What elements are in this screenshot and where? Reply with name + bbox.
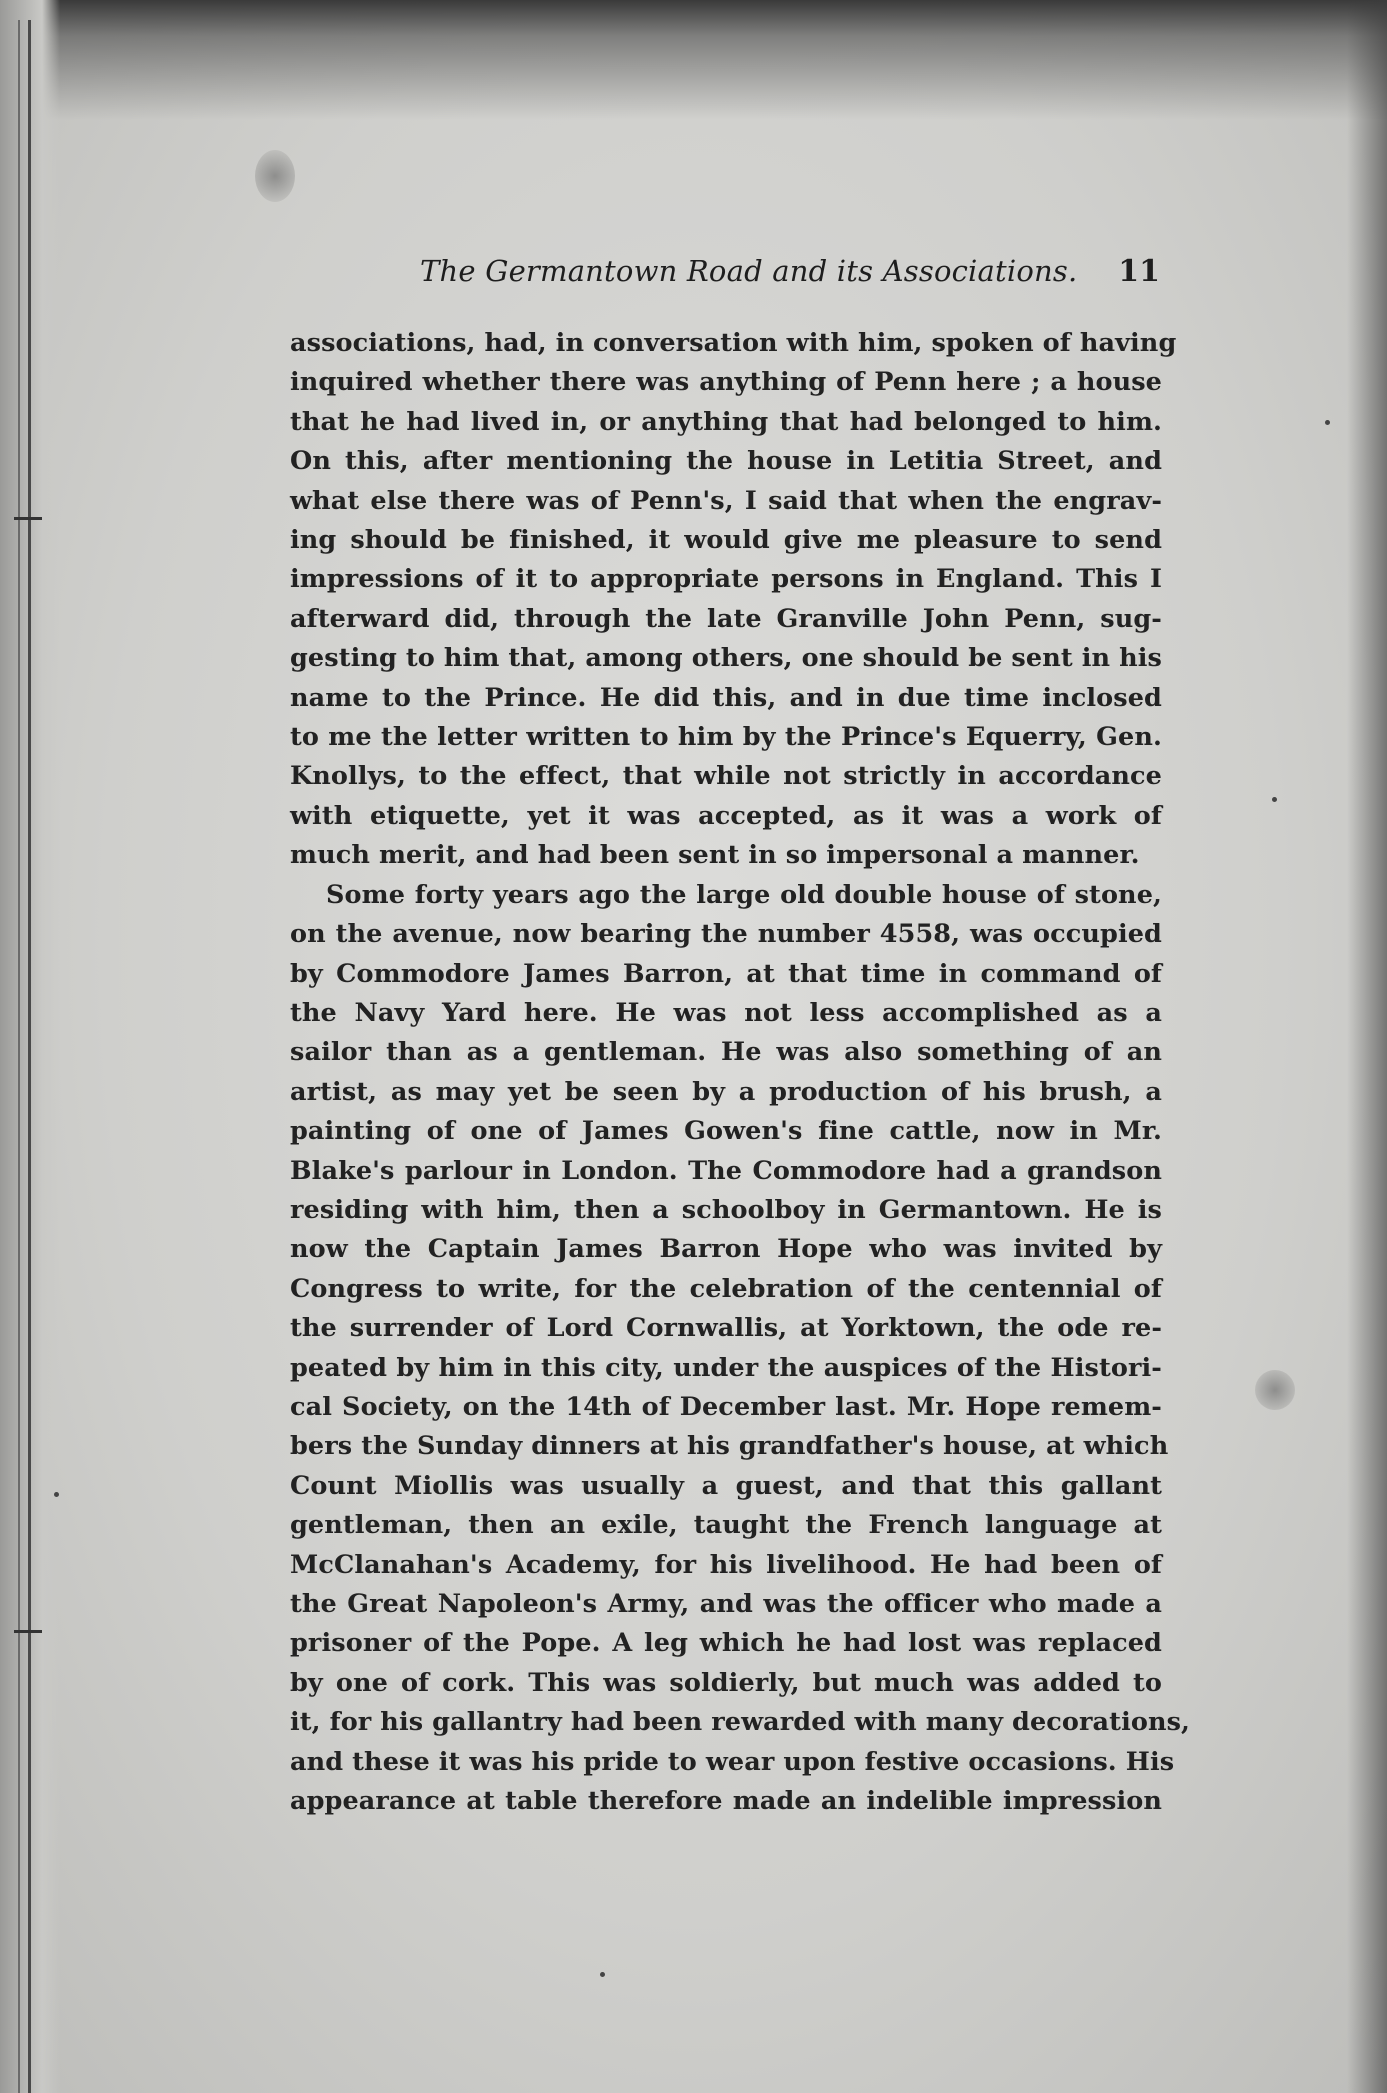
text-line: and these it was his pride to wear upon festive occasions. His <box>290 1746 1175 1777</box>
text-line: name to the Prince. He did this, and in due time inclosed <box>290 682 1162 713</box>
text-line: ing should be finished, it would give me pleasure to send <box>290 525 1162 556</box>
text-line: residing with him, then a schoolboy in Germantown. He is <box>290 1194 1162 1225</box>
text-line: by Commodore James Barron, at that time in command of <box>290 958 1162 989</box>
text-line: that he had lived in, or anything that had belonged to him. <box>290 406 1162 437</box>
speck <box>600 1972 605 1977</box>
text-line: the Great Napoleon's Army, and was the officer who made a <box>290 1589 1162 1619</box>
text-line: gentleman, then an exile, taught the French language at <box>290 1510 1162 1541</box>
speck <box>1272 797 1277 802</box>
ink-smudge <box>255 150 295 202</box>
scan-top-shadow <box>0 0 1387 120</box>
speck <box>1325 420 1330 425</box>
text-line: gesting to him that, among others, one should be sent in his <box>290 643 1162 674</box>
text-line: it, for his gallantry had been rewarded with many decorations, <box>290 1707 1191 1738</box>
text-line: sailor than as a gentleman. He was also something of an <box>290 1037 1162 1068</box>
text-line: peated by him in this city, under the auspices of the Histori- <box>290 1352 1162 1383</box>
text-line: afterward did, through the late Granville John Penn, sug- <box>290 603 1162 634</box>
text-line: Congress to write, for the celebration of the centennial of <box>290 1273 1162 1304</box>
text-line: Some forty years ago the large old double house of stone, <box>326 879 1162 910</box>
text-line: Count Miollis was usually a guest, and that this gallant <box>290 1470 1162 1501</box>
page-number: 11 <box>1118 254 1160 289</box>
text-line: cal Society, on the 14th of December last. Mr. Hope remem- <box>290 1391 1162 1422</box>
text-line: prisoner of the Pope. A leg which he had lost was replaced <box>290 1628 1162 1659</box>
text-line: now the Captain James Barron Hope who was invited by <box>290 1234 1162 1265</box>
ink-smudge <box>1255 1370 1295 1410</box>
text-line: Blake's parlour in London. The Commodore had a grandson <box>290 1155 1162 1186</box>
text-line: with etiquette, yet it was accepted, as it was a work of <box>290 800 1162 831</box>
binding-tick-mark <box>14 517 42 520</box>
text-line: painting of one of James Gowen's fine cattle, now in Mr. <box>290 1116 1162 1147</box>
text-line: McClanahan's Academy, for his livelihood. He had been of <box>290 1549 1162 1580</box>
text-line: inquired whether there was anything of Penn here ; a house <box>290 367 1162 398</box>
speck <box>54 1492 59 1497</box>
binding-rule-outer <box>18 20 20 2093</box>
text-line: appearance at table therefore made an indelible impression <box>290 1786 1162 1817</box>
text-line: artist, as may yet be seen by a production of his brush, a <box>290 1076 1162 1107</box>
text-line: on the avenue, now bearing the number 4558, was occupied <box>290 919 1162 950</box>
text-line: the Navy Yard here. He was not less accomplished as a <box>290 997 1162 1028</box>
body-text <box>290 324 1191 1821</box>
text-line: to me the letter written to him by the Prince's Equerry, Gen. <box>290 722 1162 753</box>
paragraph <box>290 876 1191 1822</box>
running-header <box>420 254 1160 298</box>
text-line: On this, after mentioning the house in Letitia Street, and <box>290 446 1162 477</box>
running-title: The Germantown Road and its Associations. <box>420 254 1078 288</box>
binding-rule-inner <box>28 20 31 2093</box>
text-line: the surrender of Lord Cornwallis, at Yorktown, the ode re- <box>290 1313 1162 1344</box>
text-line: bers the Sunday dinners at his grandfather's house, at which <box>290 1431 1169 1462</box>
text-line: impressions of it to appropriate persons in England. This I <box>290 564 1162 595</box>
scan-right-shadow <box>1347 0 1387 2093</box>
text-line: what else there was of Penn's, I said that when the engrav- <box>290 485 1162 516</box>
text-line: associations, had, in conversation with him, spoken of having <box>290 328 1177 358</box>
paragraph <box>290 324 1177 876</box>
text-line: much merit, and had been sent in so impersonal a manner. <box>290 840 1140 871</box>
binding-tick-mark <box>14 1630 42 1633</box>
text-line: Knollys, to the effect, that while not strictly in accordance <box>290 761 1162 792</box>
text-line: by one of cork. This was soldierly, but much was added to <box>290 1667 1162 1698</box>
